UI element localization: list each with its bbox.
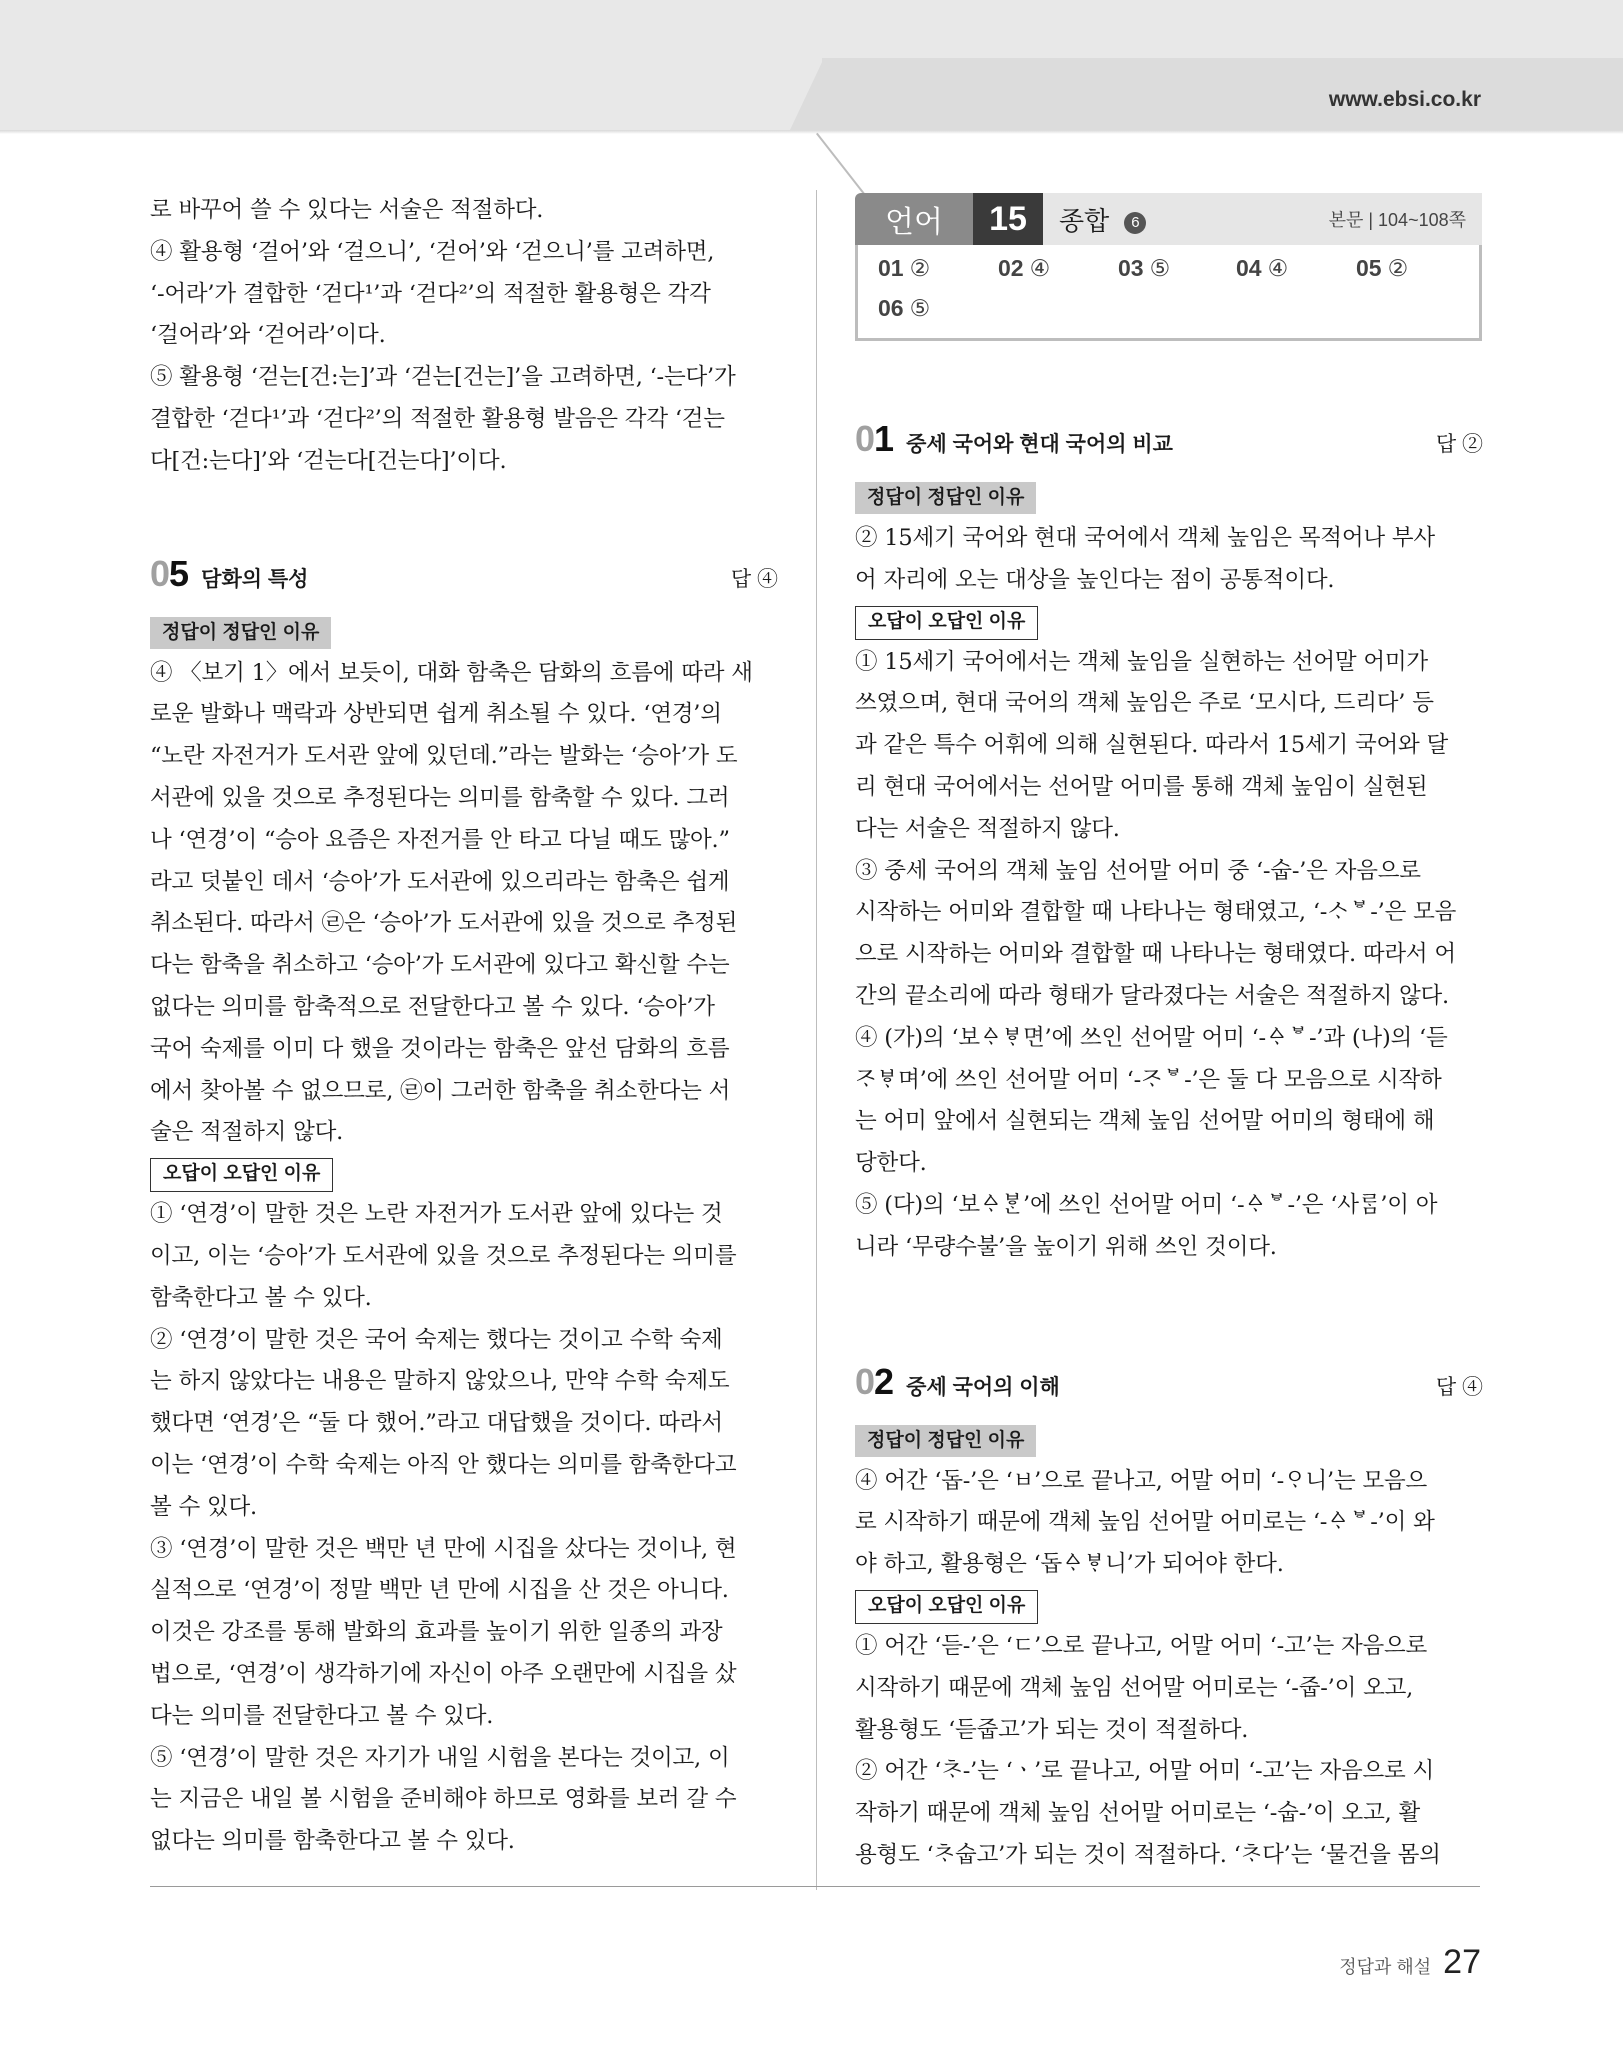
header-tab — [822, 58, 1623, 130]
text-line: 당한다. — [855, 1150, 927, 1177]
text-line: ② 어간 ‘ᄎᆞ-’는 ‘ㆍ’로 끝나고, 어말 어미 ‘-고’는 자음으로 시 — [855, 1758, 1435, 1785]
summary-topic — [1043, 193, 1482, 245]
header-tab-slant — [790, 58, 824, 130]
text-line: ④ 〈보기 1〉에서 보듯이, 대화 함축은 담화의 흐름에 따라 새 — [150, 659, 753, 686]
text-line: ⑤ 활용형 ‘걷는[건:는]’과 ‘걷는[건는]’을 고려하면, ‘-는다’가 — [150, 364, 736, 391]
correct-reason-text — [855, 518, 1483, 602]
answer-item: 06 ⑤ — [878, 295, 931, 321]
text-line: ② ‘연경’이 말한 것은 국어 숙제는 했다는 것이고 수학 숙제 — [150, 1326, 723, 1353]
summary-subject: 언어 — [855, 193, 973, 245]
text-line: 시작하는 어미와 결합할 때 나타나는 형태였고, ‘-ᄉᆞᄫ-’은 모음 — [855, 899, 1457, 926]
summary-header — [855, 193, 1482, 245]
text-line: 나 ‘연경’이 “승아 요즘은 자전거를 안 타고 다닐 때도 많아.” — [150, 826, 730, 853]
section-answer: 답 ④ — [1435, 1375, 1483, 1399]
text-line: ‘-어라’가 결합한 ‘걷다¹’과 ‘걷다²’의 적절한 활용형은 각각 — [150, 280, 711, 307]
text-line: 다는 서술은 적절하지 않다. — [855, 815, 1120, 842]
section-answer: 답 ④ — [730, 567, 778, 591]
summary-answers — [855, 245, 1482, 341]
text-line: 취소된다. 따라서 ㉣은 ‘승아’가 도서관에 있을 것으로 추정된 — [150, 910, 738, 937]
text-line: 는 지금은 내일 볼 시험을 준비해야 하므로 영화를 보러 갈 수 — [150, 1786, 737, 1813]
column-divider-slant — [816, 133, 867, 197]
text-line: ① 15세기 국어에서는 객체 높임을 실현하는 선어말 어미가 — [855, 648, 1428, 675]
left-column — [150, 190, 778, 1863]
text-line: 는 하지 않았다는 내용은 말하지 않았으나, 만약 수학 숙제도 — [150, 1368, 730, 1395]
text-line: 국어 숙제를 이미 다 했을 것이라는 함축은 앞선 담화의 흐름 — [150, 1035, 730, 1062]
text-line: ⑤ ‘연경’이 말한 것은 자기가 내일 시험을 본다는 것이고, 이 — [150, 1744, 730, 1771]
text-line: 이는 ‘연경’이 수학 숙제는 아직 안 했다는 의미를 함축한다고 — [150, 1451, 737, 1478]
text-line: 야 하고, 활용형은 ‘돕ᅀᆞᄫᆞ니’가 되어야 한다. — [855, 1551, 1284, 1578]
correct-reason-text — [150, 653, 778, 1155]
text-line: ④ (가)의 ‘보ᅀᆞᄫᆞ면’에 쓰인 선어말 어미 ‘-ᅀᆞᄫ-’과 (나)의 ‘듣 — [855, 1024, 1448, 1051]
spacer — [855, 1269, 1483, 1361]
answer-item: 05 ② — [1356, 255, 1409, 281]
text-line: 에서 찾아볼 수 없으므로, ㉣이 그러한 함축을 취소한다는 서 — [150, 1077, 731, 1104]
section-02-title-group — [855, 1361, 1060, 1403]
intro-paragraph — [150, 190, 778, 483]
page-number: 27 — [1443, 1943, 1481, 1981]
text-line: ③ ‘연경’이 말한 것은 백만 년 만에 시집을 샀다는 것이나, 현 — [150, 1535, 737, 1562]
section-title: 중세 국어의 이해 — [906, 1375, 1060, 1399]
wrong-reason-text — [855, 1626, 1483, 1877]
text-line: 시작하기 때문에 객체 높임 선어말 어미로는 ‘-줍-’이 오고, — [855, 1674, 1414, 1701]
text-line: ③ 중세 국어의 객체 높임 선어말 어미 중 ‘-숩-’은 자음으로 — [855, 857, 1421, 884]
tag-row — [150, 1154, 778, 1194]
site-url[interactable]: www.ebsi.co.kr — [1328, 88, 1481, 111]
text-line: ④ 활용형 ‘걸어’와 ‘걸으니’, ‘걷어’와 ‘걷으니’를 고려하면, — [150, 238, 715, 265]
footer-label: 정답과 해설 — [1339, 1957, 1432, 1977]
tag-row — [855, 1586, 1483, 1626]
text-line: ⑤ (다)의 ‘보ᅀᆞᄫᆞᆫ’에 쓰인 선어말 어미 ‘-ᅀᆞᄫ-’은 ‘사ᄅᆞᆷ’이 아 — [855, 1191, 1438, 1218]
text-line: 실적으로 ‘연경’이 정말 백만 년 만에 시집을 산 것은 아니다. — [150, 1577, 729, 1604]
text-line: 이것은 강조를 통해 발화의 효과를 높이기 위한 일종의 과장 — [150, 1619, 723, 1646]
text-line: 쓰였으며, 현대 국어의 객체 높임은 주로 ‘모시다, 드리다’ 등 — [855, 690, 1434, 717]
section-answer: 답 ② — [1435, 433, 1483, 456]
summary-topic-label: 종합 — [1059, 205, 1110, 236]
text-line: 라고 덧붙인 데서 ‘승아’가 도서관에 있으리라는 함축은 쉽게 — [150, 868, 730, 895]
text-line: 했다면 ‘연경’은 “둘 다 했어.”라고 대답했을 것이다. 따라서 — [150, 1410, 723, 1437]
text-line: ᄌᆞᄫᆞ며’에 쓰인 선어말 어미 ‘-ᄌᆞᄫ-’은 둘 다 모음으로 시작하 — [855, 1066, 1442, 1093]
summary-topic-group — [1059, 201, 1146, 238]
text-line: 용형도 ‘ᄎᆞ숩고’가 되는 것이 적절하다. ‘ᄎᆞ다’는 ‘물건을 몸의 — [855, 1841, 1441, 1868]
right-column — [855, 418, 1483, 1877]
header-shadow — [0, 130, 1623, 134]
correct-reason-text — [855, 1461, 1483, 1586]
text-line: 함축한다고 볼 수 있다. — [150, 1284, 372, 1311]
text-line: ② 15세기 국어와 현대 국어에서 객체 높임은 목적어나 부사 — [855, 525, 1435, 551]
correct-reason-tag: 정답이 정답인 이유 — [855, 482, 1036, 514]
text-line: 다는 의미를 전달한다고 볼 수 있다. — [150, 1702, 494, 1729]
topic-number-badge: 6 — [1124, 212, 1146, 234]
tag-row — [150, 613, 778, 653]
text-line: 작하기 때문에 객체 높임 선어말 어미로는 ‘-숩-’이 오고, 활 — [855, 1800, 1421, 1827]
section-02-heading — [855, 1361, 1483, 1421]
wrong-reason-tag: 오답이 오답인 이유 — [855, 606, 1038, 640]
page-footer — [1339, 1943, 1481, 1982]
text-line: 으로 시작하는 어미와 결합할 때 나타나는 형태였다. 따라서 어 — [855, 941, 1456, 968]
text-line: 활용형도 ‘듣줍고’가 되는 것이 적절하다. — [855, 1716, 1249, 1743]
text-line: 로운 발화나 맥락과 상반되면 쉽게 취소될 수 있다. ‘연경’의 — [150, 701, 722, 728]
spacer — [150, 483, 778, 553]
section-01-title-group — [855, 418, 1173, 460]
section-number: 01 — [855, 418, 894, 459]
tag-row — [855, 1421, 1483, 1461]
text-line: 로 바꾸어 쓸 수 있다는 서술은 적절하다. — [150, 197, 544, 223]
text-line: 이고, 이는 ‘승아’가 도서관에 있을 것으로 추정된다는 의미를 — [150, 1242, 737, 1269]
text-line: 로 시작하기 때문에 객체 높임 선어말 어미로는 ‘-ᅀᆞᄫ-’이 와 — [855, 1509, 1435, 1536]
text-line: 과 같은 특수 어휘에 의해 실현된다. 따라서 15세기 국어와 달 — [855, 732, 1449, 759]
text-line: 니라 ‘무량수불’을 높이기 위해 쓰인 것이다. — [855, 1233, 1277, 1260]
footer-rule — [150, 1886, 1480, 1887]
text-line: 다는 함축을 취소하고 ‘승아’가 도서관에 있다고 확신할 수는 — [150, 952, 730, 979]
wrong-reason-tag: 오답이 오답인 이유 — [855, 1590, 1038, 1624]
summary-page-range: 본문 | 104~108쪽 — [1328, 210, 1466, 230]
summary-unit-number: 15 — [973, 193, 1043, 245]
text-line: ① ‘연경’이 말한 것은 노란 자전거가 도서관 앞에 있다는 것 — [150, 1201, 723, 1228]
answer-item: 04 ④ — [1236, 255, 1289, 281]
text-line: “노란 자전거가 도서관 앞에 있던데.”라는 발화는 ‘승아’가 도 — [150, 743, 738, 770]
tag-row — [855, 602, 1483, 642]
text-line: 간의 끝소리에 따라 형태가 달라졌다는 서술은 적절하지 않다. — [855, 982, 1449, 1009]
text-line: 서관에 있을 것으로 추정된다는 의미를 함축할 수 있다. 그러 — [150, 784, 730, 811]
answer-summary-box — [855, 193, 1482, 345]
text-line: ④ 어간 ‘돕-’은 ‘ㅂ’으로 끝나고, 어말 어미 ‘-ᄋᆞ니’는 모음으 — [855, 1467, 1428, 1494]
text-line: ① 어간 ‘듣-’은 ‘ㄷ’으로 끝나고, 어말 어미 ‘-고’는 자음으로 — [855, 1632, 1428, 1659]
answer-item: 01 ② — [878, 255, 931, 281]
wrong-reason-tag: 오답이 오답인 이유 — [150, 1158, 333, 1192]
section-number: 05 — [150, 552, 189, 594]
correct-reason-tag: 정답이 정답인 이유 — [150, 617, 331, 649]
text-line: 는 어미 앞에서 실현되는 객체 높임 선어말 어미의 형태에 해 — [855, 1108, 1435, 1135]
tag-row — [855, 478, 1483, 518]
text-line: 볼 수 있다. — [150, 1493, 257, 1520]
text-line: 술은 적절하지 않다. — [150, 1119, 344, 1146]
answer-item: 03 ⑤ — [1118, 255, 1171, 281]
text-line: 없다는 의미를 함축적으로 전달한다고 볼 수 있다. ‘승아’가 — [150, 993, 715, 1020]
column-divider — [816, 190, 817, 1890]
wrong-reason-text — [150, 1194, 778, 1863]
section-title: 중세 국어와 현대 국어의 비교 — [906, 433, 1173, 456]
text-line: 결합한 ‘걷다¹’과 ‘걷다²’의 적절한 활용형 발음은 각각 ‘걷는 — [150, 405, 725, 432]
text-line: 어 자리에 오는 대상을 높인다는 점이 공통적이다. — [855, 566, 1335, 593]
text-line: 없다는 의미를 함축한다고 볼 수 있다. — [150, 1828, 515, 1855]
text-line: 다[건:는다]’와 ‘걷는다[건는다]’이다. — [150, 447, 507, 474]
section-05-title-group — [150, 553, 308, 595]
section-number: 02 — [855, 1360, 894, 1402]
section-05-heading — [150, 553, 778, 613]
text-line: ‘걸어라’와 ‘걷어라’이다. — [150, 322, 386, 349]
wrong-reason-text — [855, 642, 1483, 1269]
text-line: 리 현대 국어에서는 선어말 어미를 통해 객체 높임이 실현된 — [855, 773, 1428, 800]
correct-reason-tag: 정답이 정답인 이유 — [855, 1425, 1036, 1457]
text-line: 법으로, ‘연경’이 생각하기에 자신이 아주 오랜만에 시집을 샀 — [150, 1660, 737, 1687]
section-01-heading — [855, 418, 1483, 478]
answer-item: 02 ④ — [998, 255, 1051, 281]
section-title: 담화의 특성 — [201, 567, 309, 591]
